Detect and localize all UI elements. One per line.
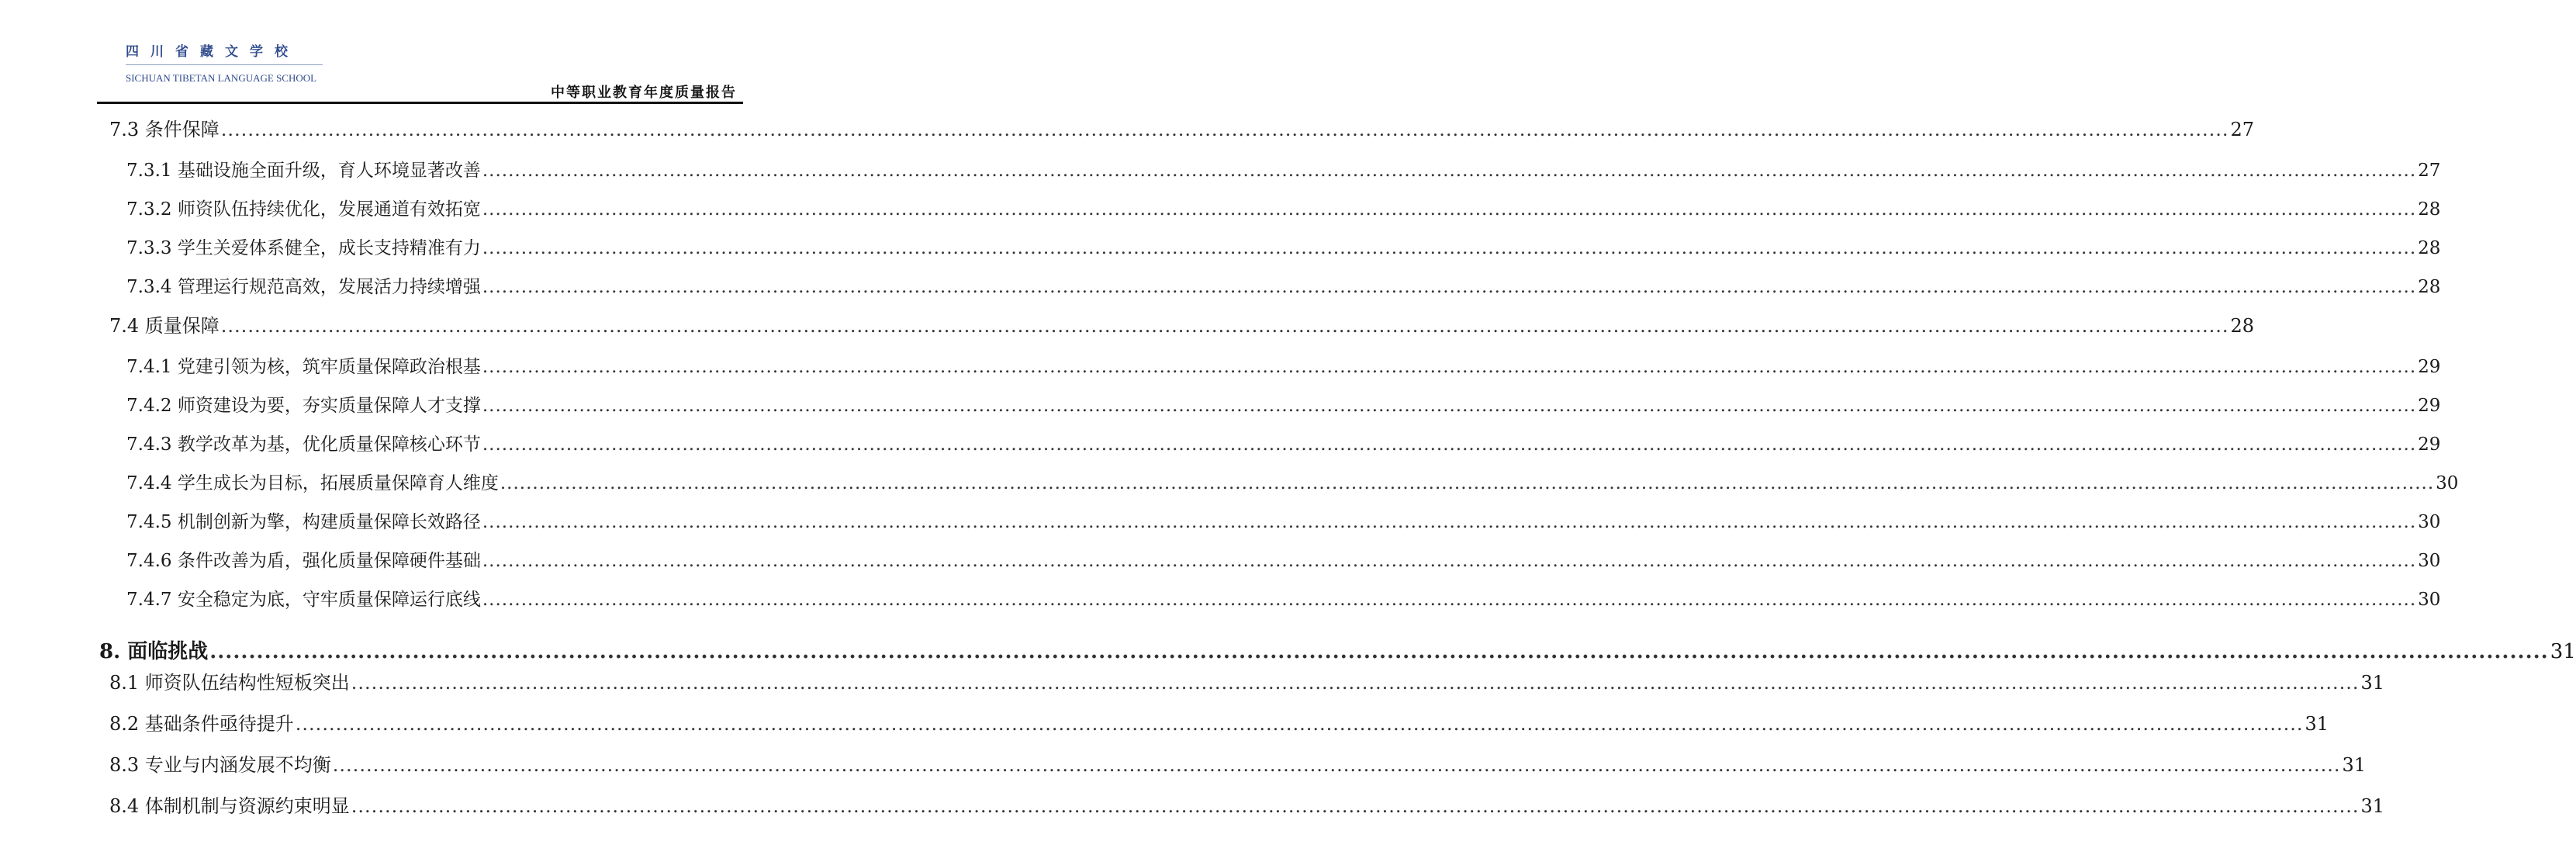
toc-entry[interactable]: [99, 640, 2576, 663]
toc-entry-page: 29: [2418, 396, 2441, 416]
header-divider: [97, 102, 743, 104]
toc-entry-label: 7.4.3 教学改革为基，优化质量保障核心环节: [126, 434, 481, 455]
toc-entry[interactable]: [126, 549, 2441, 573]
toc-entry[interactable]: [126, 237, 2441, 260]
toc-entry[interactable]: [126, 394, 2441, 417]
toc-entry-label: 8.3 专业与内涵发展不均衡: [109, 754, 331, 776]
toc-entry-page: 31: [2305, 713, 2329, 735]
toc-entry-page: 29: [2418, 357, 2441, 377]
toc-entry[interactable]: [126, 588, 2441, 611]
toc-entry-label: 7.3.4 管理运行规范高效，发展活力持续增强: [126, 277, 481, 297]
toc-leader-dots: ............................................................................................................................................................................................................................................................................................................: [220, 315, 2229, 337]
toc-entry-page: 29: [2418, 434, 2441, 455]
toc-entry[interactable]: [109, 314, 2255, 338]
toc-entry[interactable]: [126, 275, 2441, 299]
toc-entry-page: 30: [2418, 551, 2441, 571]
toc-leader-dots: ............................................................................................................................................................................................................................................................................................................: [220, 119, 2229, 140]
toc-entry-label: 7.4.4 学生成长为目标，拓展质量保障育人维度: [126, 473, 499, 493]
toc-entry[interactable]: [126, 159, 2441, 182]
toc-leader-dots: ............................................................................................................................................................................................................................................................................................................: [482, 551, 2417, 571]
toc-entry-page: 30: [2418, 590, 2441, 610]
toc-entry-page: 28: [2418, 199, 2441, 220]
school-name-cn: 四川省藏文学校: [126, 44, 299, 60]
toc-entry[interactable]: [109, 671, 2385, 694]
toc-entry-label: 7.3.2 师资队伍持续优化，发展通道有效拓宽: [126, 199, 481, 220]
toc-leader-dots: ............................................................................................................................................................................................................................................................................................................: [351, 672, 2360, 694]
toc-leader-dots: ............................................................................................................................................................................................................................................................................................................: [482, 434, 2417, 455]
toc-entry[interactable]: [109, 753, 2367, 777]
toc-entry-page: 31: [2360, 795, 2385, 817]
toc-entry-label: 7.4.6 条件改善为盾，强化质量保障硬件基础: [126, 551, 481, 571]
toc-entry-page: 31: [2360, 672, 2385, 694]
toc-leader-dots: ............................................................................................................................................................................................................................................................................................................: [482, 238, 2417, 258]
toc-entry-page: 27: [2418, 161, 2441, 181]
toc-leader-dots: ............................................................................................................................................................................................................................................................................................................: [500, 473, 2435, 493]
toc-entry-label: 8. 面临挑战: [99, 640, 209, 663]
toc-entry-label: 7.4.2 师资建设为要，夯实质量保障人才支撑: [126, 396, 481, 416]
toc-entry-label: 7.4 质量保障: [109, 315, 220, 337]
toc-entry-page: 30: [2418, 512, 2441, 532]
report-title: 中等职业教育年度质量报告: [551, 85, 737, 101]
toc-entry-label: 8.2 基础条件亟待提升: [109, 713, 294, 735]
toc-entry-label: 7.4.1 党建引领为核，筑牢质量保障政治根基: [126, 357, 481, 377]
school-name-en: SICHUAN TIBETAN LANGUAGE SCHOOL: [126, 72, 317, 84]
toc-entry-label: 7.3.1 基础设施全面升级，育人环境显著改善: [126, 161, 481, 181]
toc-leader-dots: ............................................................................................................................................................................................................................................................................................................: [482, 590, 2417, 610]
toc-entry-label: 8.4 体制机制与资源约束明显: [109, 795, 350, 817]
toc-leader-dots: ............................................................................................................................................................................................................................................................................................................: [482, 396, 2417, 416]
toc-leader-dots: ............................................................................................................................................................................................................................................................................................................: [332, 754, 2341, 776]
toc-leader-dots: ............................................................................................................................................................................................................................................................................................................: [209, 640, 2549, 663]
toc-entry[interactable]: [126, 472, 2459, 495]
toc-entry[interactable]: [109, 794, 2385, 818]
toc-entry-page: 27: [2230, 119, 2255, 140]
toc-entry-label: 7.4.7 安全稳定为底，守牢质量保障运行底线: [126, 590, 481, 610]
toc-entry-page: 31: [2342, 754, 2367, 776]
toc-entry-label: 7.4.5 机制创新为擎，构建质量保障长效路径: [126, 512, 481, 532]
toc-entry-page: 28: [2418, 238, 2441, 258]
toc-entry[interactable]: [126, 198, 2441, 221]
toc-entry[interactable]: [126, 355, 2441, 379]
toc-leader-dots: ............................................................................................................................................................................................................................................................................................................: [482, 357, 2417, 377]
toc-entry-label: 8.1 师资队伍结构性短板突出: [109, 672, 350, 694]
toc-entry-page: 28: [2418, 277, 2441, 297]
toc-entry[interactable]: [126, 511, 2441, 534]
toc-entry-page: 30: [2436, 473, 2459, 493]
toc-entry-page: 31: [2550, 640, 2576, 663]
toc-entry[interactable]: [126, 433, 2441, 456]
toc-entry[interactable]: [109, 118, 2255, 141]
toc-leader-dots: ............................................................................................................................................................................................................................................................................................................: [482, 161, 2417, 181]
toc-entry-label: 7.3 条件保障: [109, 119, 220, 140]
toc-entry-label: 7.3.3 学生关爱体系健全，成长支持精准有力: [126, 238, 481, 258]
toc-leader-dots: ............................................................................................................................................................................................................................................................................................................: [482, 199, 2417, 220]
toc-leader-dots: ............................................................................................................................................................................................................................................................................................................: [482, 512, 2417, 532]
toc-leader-dots: ............................................................................................................................................................................................................................................................................................................: [351, 795, 2360, 817]
toc-entry[interactable]: [109, 712, 2329, 736]
toc-leader-dots: ............................................................................................................................................................................................................................................................................................................: [295, 713, 2304, 735]
toc-leader-dots: ............................................................................................................................................................................................................................................................................................................: [482, 277, 2417, 297]
toc-entry-page: 28: [2230, 315, 2255, 337]
logo-divider: [126, 64, 323, 65]
